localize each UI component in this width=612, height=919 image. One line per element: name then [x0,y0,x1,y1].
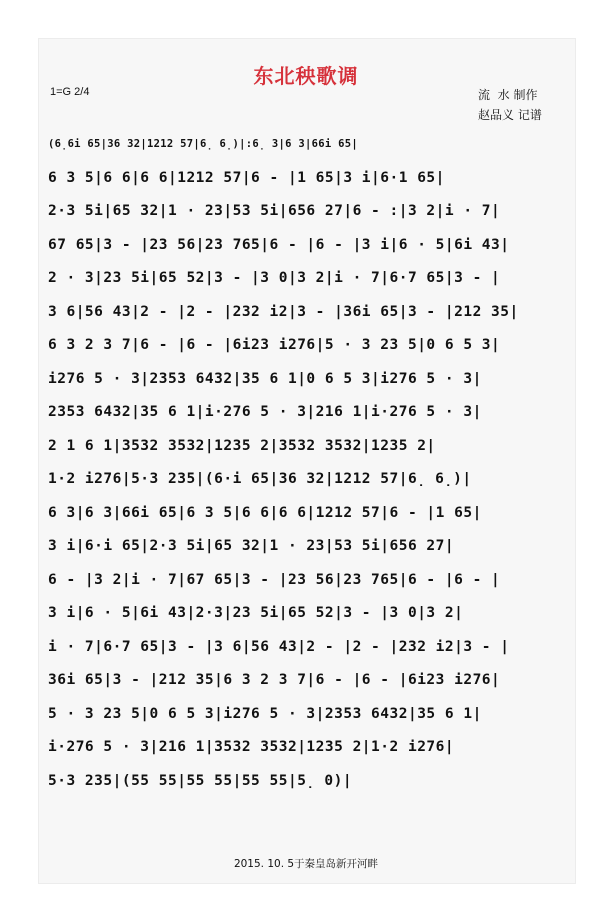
score-line-16: i · 7|6·7 65|3 - |3 6|56 43|2 - |2 - |232 i2|3 - | [48,638,510,655]
score-line-10: 2 1 6 1|3532 3532|1235 2|3532 3532|1235 2| [48,437,436,454]
key-signature: 1=G 2/4 [50,86,90,98]
score-line-12: 6 3|6 3|66i 65|6 3 5|6 6|6 6|1212 57|6 - |1 65| [48,504,482,521]
transcriber-credit: 赵品义 记谱 [478,108,542,122]
score-line-15: 3 i|6 · 5|6i 43|2·3|23 5i|65 52|3 - |3 0|3 2| [48,605,464,621]
score-line-14: 6 - |3 2|i · 7|67 65|3 - |23 56|23 765|6 - |6 - | [48,571,501,588]
jianpu-score [48,128,568,798]
score-line-9: 2353 6432|35 6 1|i·276 5 · 3|216 1|i·276 5 · 3| [48,404,482,420]
score-line-11: 1·2 i276|5·3 235|(6·i 65|36 32|1212 57|6̣ 6̣)| [48,471,472,487]
score-line-18: 5 · 3 23 5|0 6 5 3|i276 5 · 3|2353 6432|35 6 1| [48,705,482,722]
composer-credit: 流 水 制作 [478,88,538,102]
score-line-13: 3 i|6·i 65|2·3 5i|65 32|1 · 23|53 5i|656 27| [48,538,455,554]
score-line-19: i·276 5 · 3|216 1|3532 3532|1235 2|1·2 i276| [48,739,455,755]
score-line-17: 36i 65|3 - |212 35|6 3 2 3 7|6 - |6 - |6i23 i276| [48,672,501,688]
score-line-1: (6̣6i 65|36 32|1212 57|6̣ 6̣)|:6̣ 3|6 3|66i 65| [48,138,359,150]
score-line-2: 6 3 5|6 6|6 6|1212 57|6 - |1 65|3 i|6·1 65| [48,169,445,186]
score-line-8: i276 5 · 3|2353 6432|35 6 1|0 6 5 3|i276 5 · 3| [48,370,482,387]
footer-note: 2015. 10. 5于秦皇岛新开河畔 [233,858,379,870]
song-title: 东北秧歌调 [253,64,359,88]
score-line-6: 3 6|56 43|2 - |2 - |232 i2|3 - |36i 65|3 - |212 35| [48,303,519,320]
score-line-20: 5·3 235|(55 55|55 55|55 55|5̣ 0)| [48,772,353,789]
score-line-3: 2·3 5i|65 32|1 · 23|53 5i|656 27|6 - :|3 2|i · 7| [48,203,501,219]
score-line-7: 6 3 2 3 7|6 - |6 - |6i23 i276|5 · 3 23 5|0 6 5 3| [48,337,501,353]
score-line-4: 67 65|3 - |23 56|23 765|6 - |6 - |3 i|6 · 5|6i 43| [48,236,510,253]
score-line-5: 2 · 3|23 5i|65 52|3 - |3 0|3 2|i · 7|6·7 65|3 - | [48,270,501,286]
